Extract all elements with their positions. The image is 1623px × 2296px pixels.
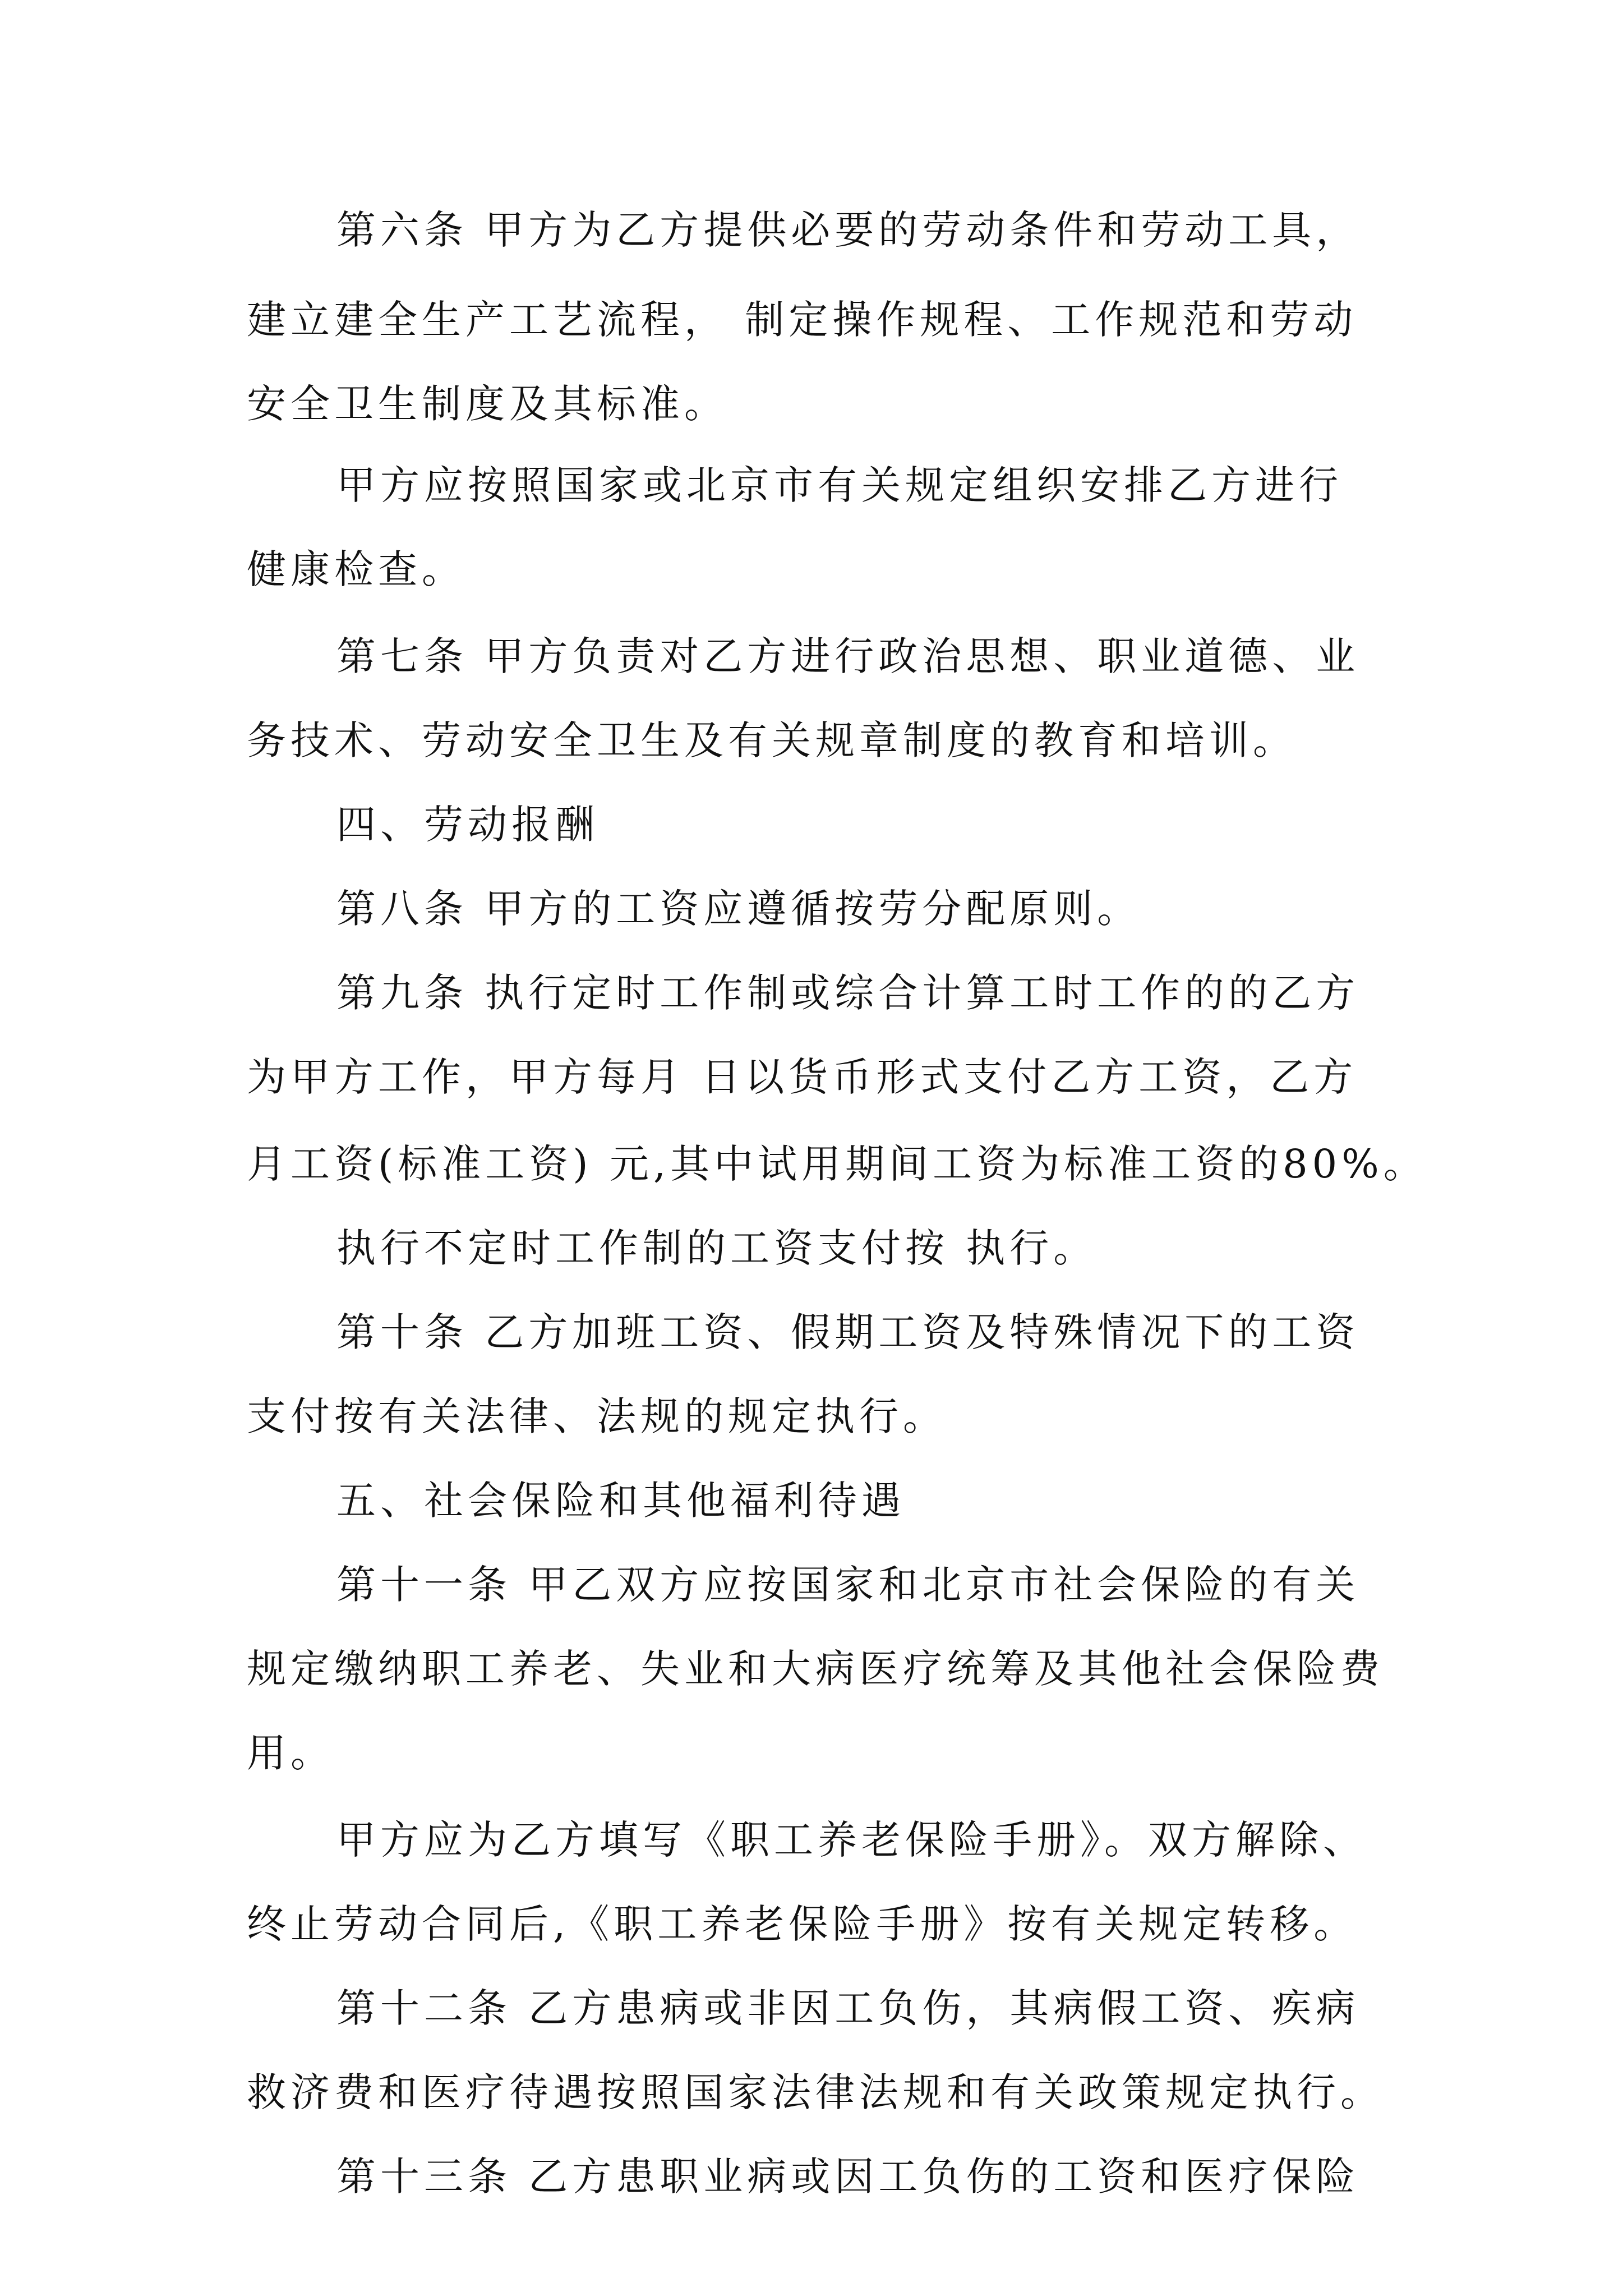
health-check-line-1: 甲方应按照国家或北京市有关规定组织安排乙方进行 (336, 462, 1343, 508)
article-6-line-2: 建立建全生产工艺流程， 制定操作规程、工作规范和劳动 (247, 297, 1358, 343)
section-5-heading: 五、社会保险和其他福利待遇 (336, 1478, 905, 1524)
article-7-line-1: 第七条 甲方负责对乙方进行政治思想、职业道德、业 (336, 633, 1360, 679)
article-12-line-2: 救济费和医疗待遇按照国家法律法规和有关政策规定执行。 (247, 2069, 1384, 2115)
article-13-line-1: 第十三条 乙方患职业病或因工负伤的工资和医疗保险 (336, 2154, 1360, 2200)
pension-manual-line-2: 终止劳动合同后,《职工养老保险手册》按有关规定转移。 (247, 1901, 1358, 1947)
article-9-line-2: 为甲方工作，甲方每月 日以货币形式支付乙方工资，乙方 (247, 1054, 1358, 1100)
article-12-line-1: 第十二条 乙方患病或非因工负伤，其病假工资、疾病 (336, 1985, 1360, 2031)
pension-manual-line-1: 甲方应为乙方填写《职工养老保险手册》。双方解除、 (336, 1817, 1367, 1863)
article-11-line-2: 规定缴纳职工养老、失业和大病医疗统筹及其他社会保险费 (247, 1646, 1384, 1692)
flexible-hours-line: 执行不定时工作制的工资支付按 执行。 (336, 1225, 1098, 1271)
article-6-line-3: 安全卫生制度及其标准。 (247, 381, 728, 427)
health-check-line-2: 健康检查。 (247, 546, 465, 592)
section-4-heading: 四、劳动报酬 (336, 802, 599, 848)
article-7-line-2: 务技术、劳动安全卫生及有关规章制度的教育和培训。 (247, 717, 1297, 763)
article-9-line-1: 第九条 执行定时工作制或综合计算工时工作的的乙方 (336, 970, 1360, 1016)
article-11-line-1: 第十一条 甲乙双方应按国家和北京市社会保险的有关 (336, 1562, 1360, 1608)
article-6-line-1: 第六条 甲方为乙方提供必要的劳动条件和劳动工具， (336, 207, 1360, 253)
article-10-line-1: 第十条 乙方加班工资、假期工资及特殊情况下的工资 (336, 1309, 1360, 1355)
article-8-line: 第八条 甲方的工资应遵循按劳分配原则。 (336, 886, 1141, 932)
article-11-line-3: 用。 (247, 1730, 334, 1776)
article-9-line-3: 月工资(标准工资) 元,其中试用期间工资为标准工资的80%。 (247, 1141, 1427, 1187)
article-10-line-2: 支付按有关法律、法规的规定执行。 (247, 1393, 947, 1439)
